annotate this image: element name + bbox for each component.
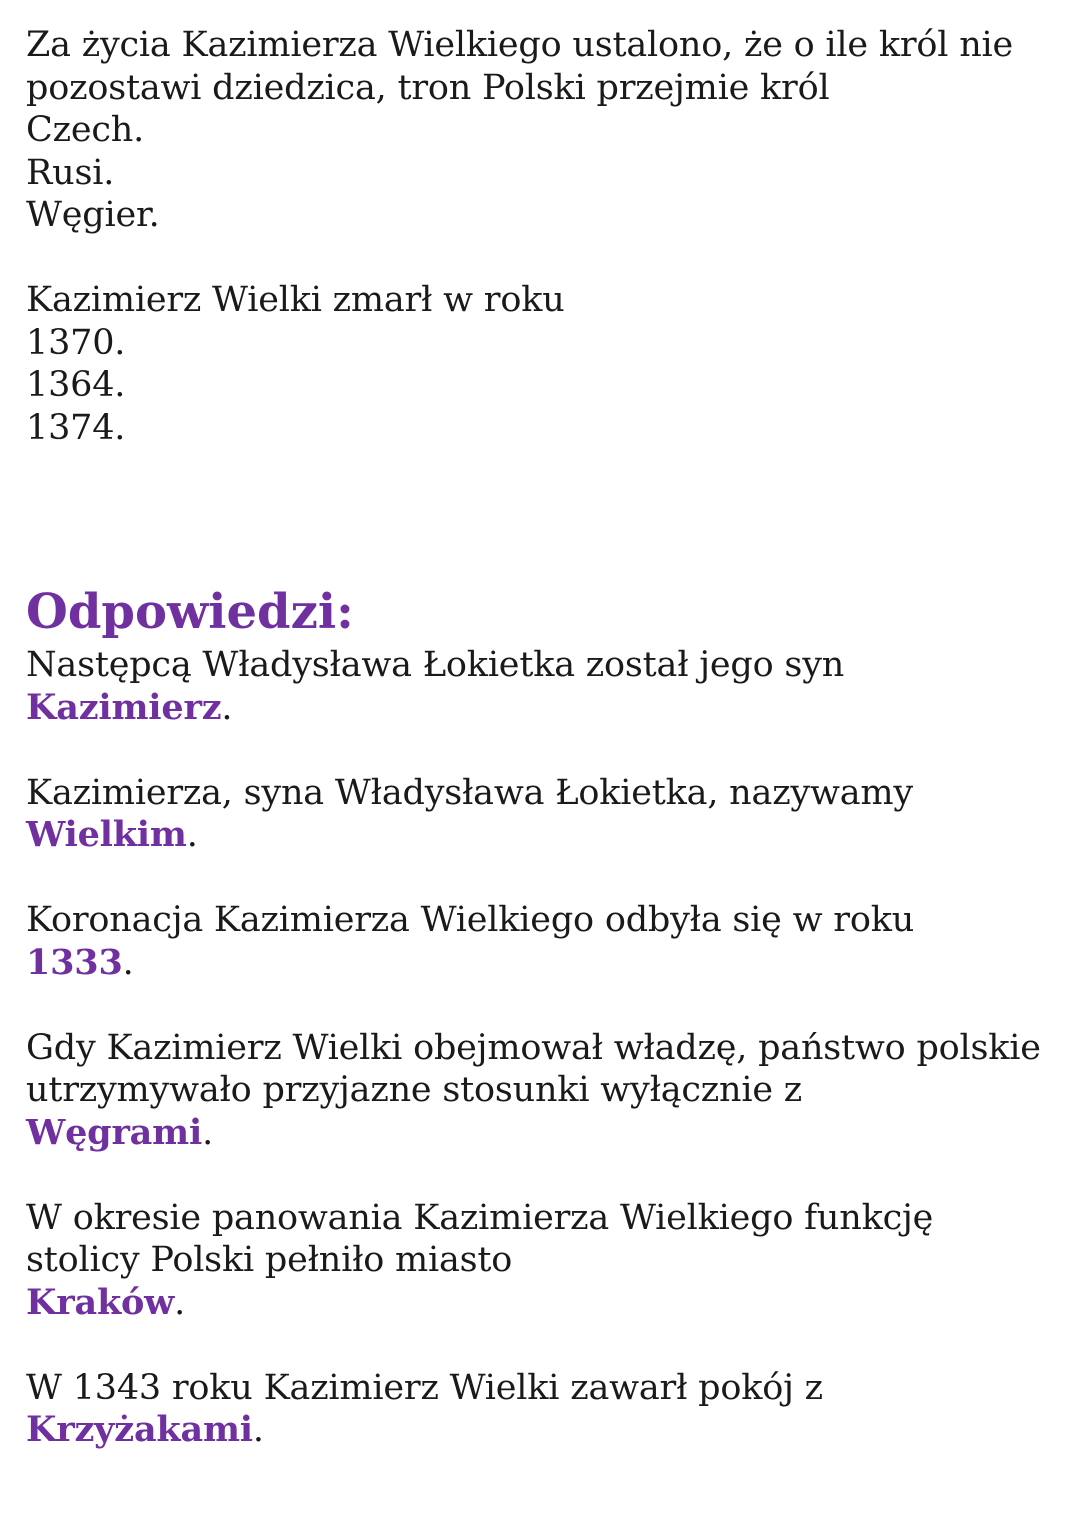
answer-4: [26, 1027, 1066, 1155]
question-2-text-line-1: Kazimierz Wielki zmarł w roku: [26, 280, 565, 320]
answers-heading: Odpowiedzi:: [26, 584, 354, 640]
answer-3-result-line: [26, 942, 1066, 985]
question-1-option-2: Rusi.: [26, 152, 115, 193]
answer-4-value: Węgrami: [26, 1111, 203, 1153]
question-1-option-1: Czech.: [26, 110, 145, 150]
answer-6: [26, 1367, 1066, 1452]
answer-3: [26, 899, 1066, 984]
answer-5-text-line-1: W okresie panowania Kazimierza Wielkiego funkcję: [26, 1197, 934, 1238]
question-1: [26, 24, 1066, 237]
question-2: [26, 279, 1066, 449]
question-2-option-1: 1370.: [26, 322, 126, 363]
answer-6-result-line: [26, 1409, 1066, 1452]
answer-6-text-line-1: W 1343 roku Kazimierz Wielki zawarł pokój z: [26, 1367, 823, 1408]
answer-1: [26, 644, 1066, 729]
answer-3-value: 1333: [26, 941, 123, 983]
answer-4-suffix: .: [202, 1112, 214, 1153]
spacer: [26, 449, 1066, 582]
answer-5-suffix: .: [174, 1282, 186, 1323]
answer-2-suffix: .: [186, 815, 198, 855]
answer-1-text-line-1: Następcą Władysława Łokietka został jego syn: [26, 645, 845, 685]
answer-6-suffix: .: [252, 1410, 264, 1450]
spacer: [26, 237, 1066, 280]
question-2-option-3: 1374.: [26, 407, 126, 448]
answer-2-text-line-1: Kazimierza, syna Władysława Łokietka, nazywamy: [26, 772, 913, 813]
answer-6-value: Krzyżakami: [26, 1409, 253, 1450]
question-1-text-line-2: pozostawi dziedzica, tron Polski przejmie król: [26, 67, 830, 108]
document-page: [26, 24, 1066, 1494]
answer-5-result-line: [26, 1282, 1066, 1325]
answer-5-value: Kraków: [26, 1281, 175, 1323]
answer-4-text-line-2: utrzymywało przyjazne stosunki wyłącznie z: [26, 1070, 803, 1110]
answer-2-result-line: [26, 814, 1066, 857]
answer-2: [26, 772, 1066, 857]
answer-5: [26, 1197, 1066, 1325]
question-1-text-line-1: Za życia Kazimierza Wielkiego ustalono, że o ile król nie: [26, 25, 1014, 65]
answer-1-value: Kazimierz: [26, 686, 222, 728]
answer-1-result-line: [26, 687, 1066, 730]
answer-3-text-line-1: Koronacja Kazimierza Wielkiego odbyła się w roku: [26, 900, 915, 940]
question-2-option-2: 1364.: [26, 365, 126, 405]
answer-4-text-line-1: Gdy Kazimierz Wielki obejmował władzę, państwo polskie: [26, 1027, 1041, 1068]
answer-5-text-line-2: stolicy Polski pełniło miasto: [26, 1240, 513, 1280]
answer-1-suffix: .: [221, 687, 233, 728]
question-1-option-3: Węgier.: [26, 195, 160, 235]
answer-4-result-line: [26, 1112, 1066, 1155]
answer-2-value: Wielkim: [26, 814, 187, 855]
answer-3-suffix: .: [122, 942, 134, 983]
